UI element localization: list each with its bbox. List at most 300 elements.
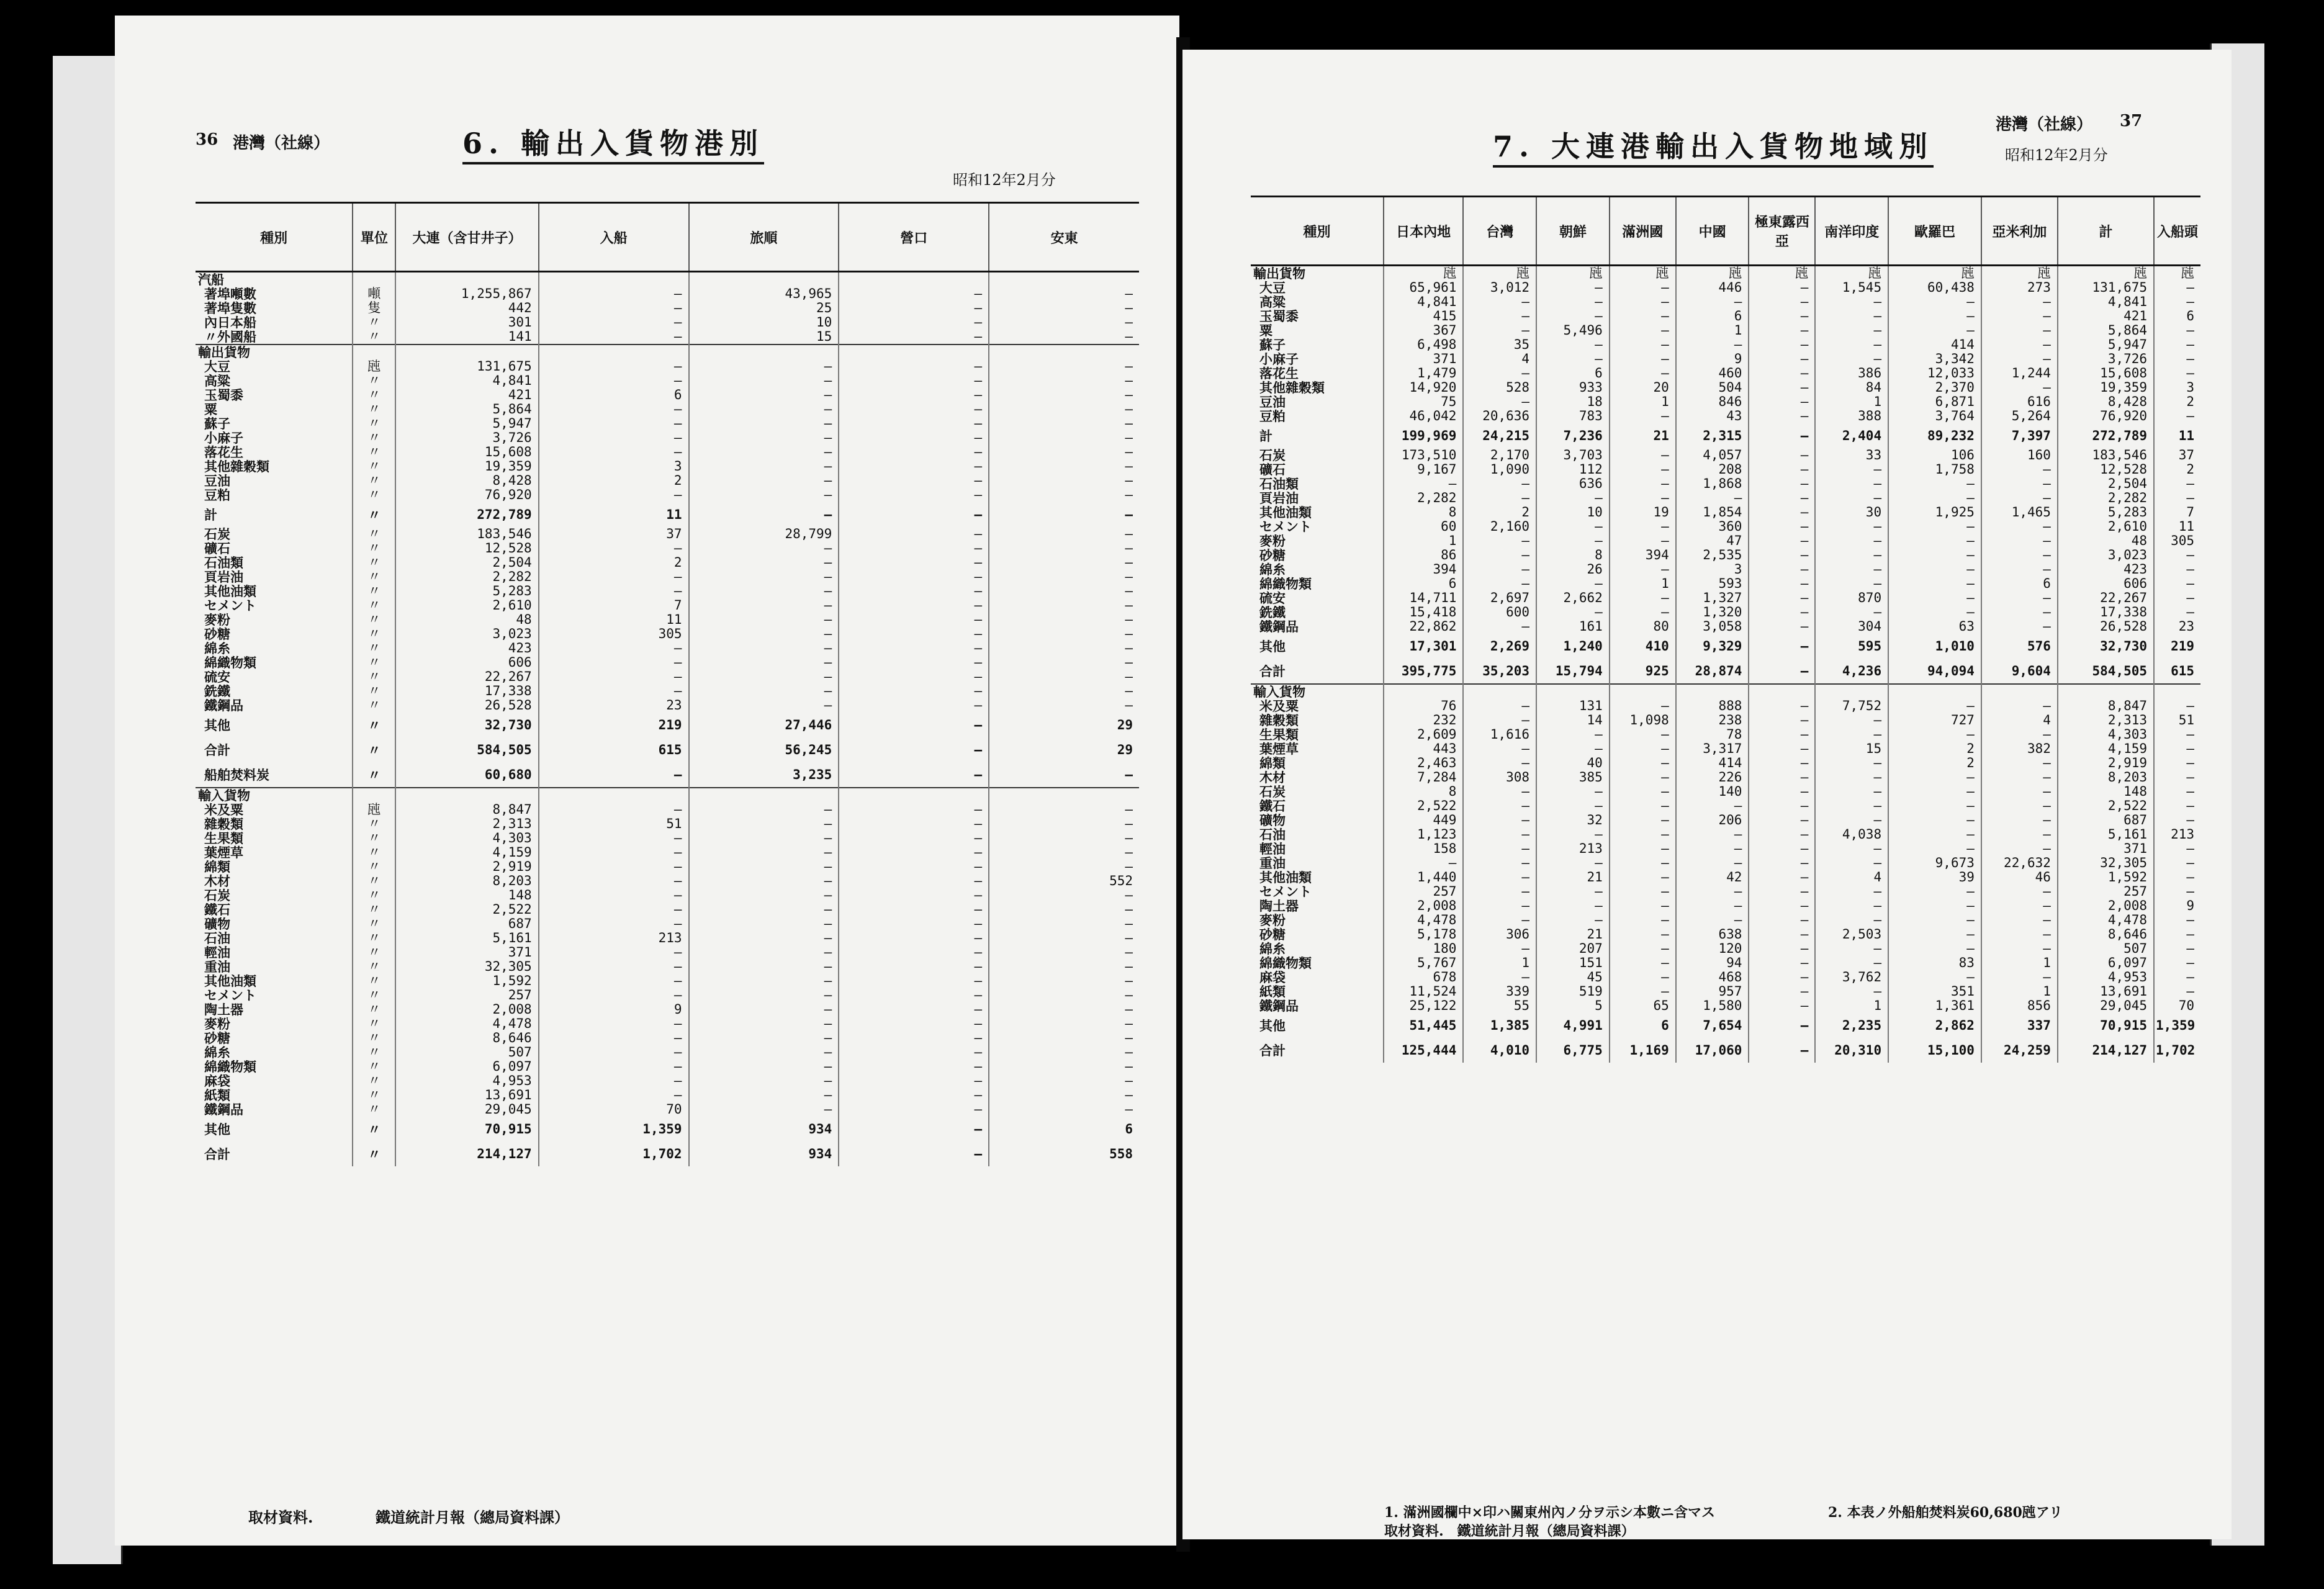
unit-cell: 隻 (353, 301, 395, 315)
value-cell: — (689, 974, 839, 988)
value-cell: 2,008 (1384, 899, 1463, 913)
table-row (1251, 756, 2200, 770)
value-cell: — (539, 762, 689, 788)
value-cell: 140 (1676, 785, 1749, 799)
running-head: 港灣（社線） (1996, 115, 2093, 134)
value-cell: — (1888, 605, 1981, 619)
value-cell: — (1610, 856, 1676, 870)
value-cell: 9,604 (1981, 659, 2058, 684)
unit-cell: 〃 (353, 459, 395, 474)
value-cell: — (1749, 699, 1815, 713)
value-cell: 273 (1981, 281, 2058, 295)
value-cell: — (1815, 491, 1888, 505)
value-cell: — (1749, 605, 1815, 619)
value-cell: — (1815, 605, 1888, 619)
value-cell: — (839, 655, 989, 670)
value-cell: — (989, 527, 1139, 541)
value-cell: 4,841 (2058, 295, 2154, 309)
value-cell: 65 (1610, 999, 1676, 1013)
value-cell: — (1815, 295, 1888, 309)
value-cell: 9 (539, 1002, 689, 1017)
value-cell: — (989, 1102, 1139, 1117)
value-cell: 2 (539, 474, 689, 488)
value-cell: — (989, 1031, 1139, 1045)
value-cell: — (1888, 577, 1981, 591)
unit-cell: 〃 (353, 684, 395, 698)
value-cell: — (539, 315, 689, 330)
value-cell: 2,522 (395, 903, 538, 917)
value-cell: — (689, 960, 839, 974)
value-cell: 26,528 (395, 698, 538, 713)
row-label: 豆油 (1259, 395, 1286, 409)
value-cell: 7 (539, 598, 689, 613)
value-cell: — (539, 874, 689, 888)
row-label: 重油 (1259, 856, 1286, 870)
value-cell: 18 (1536, 395, 1610, 409)
value-cell: — (689, 459, 839, 474)
value-cell: — (1981, 899, 2058, 913)
row-label: 計 (204, 506, 217, 523)
value-cell: 35 (1463, 338, 1536, 352)
value-cell: 1,010 (1888, 634, 1981, 659)
value-cell: — (989, 402, 1139, 416)
table-row (1251, 380, 2200, 395)
value-cell: 6,871 (1888, 395, 1981, 409)
value-cell: 6 (1610, 1013, 1676, 1038)
table-row (196, 641, 1139, 655)
value-cell (1815, 684, 1888, 699)
value-cell: — (1888, 970, 1981, 984)
value-cell: 2,662 (1536, 591, 1610, 605)
row-label: 雜穀類 (204, 817, 243, 831)
value-cell: — (1463, 562, 1536, 577)
table-row (196, 402, 1139, 416)
table-row (1251, 856, 2200, 870)
value-cell: 7,397 (1981, 423, 2058, 448)
value-cell: — (1463, 742, 1536, 756)
value-cell: 308 (1463, 770, 1536, 785)
value-cell: — (989, 541, 1139, 556)
value-cell: — (539, 359, 689, 374)
value-cell: — (1981, 699, 2058, 713)
value-cell: 576 (1981, 634, 2058, 659)
value-cell: — (1888, 520, 1981, 534)
value-cell: — (1749, 1013, 1815, 1038)
value-cell: — (689, 1088, 839, 1102)
value-cell: — (2154, 799, 2200, 813)
value-cell: 305 (539, 627, 689, 641)
row-label: 硫安 (204, 670, 230, 684)
row-label: 石油類 (204, 556, 243, 570)
value-cell: 32,730 (2058, 634, 2154, 659)
value-cell: — (1749, 999, 1815, 1013)
unit-cell: 〃 (353, 598, 395, 613)
value-cell: — (1749, 520, 1815, 534)
value-cell: 2 (2154, 462, 2200, 477)
value-cell: 727 (1888, 713, 1981, 727)
row-label: 其他油類 (204, 974, 256, 988)
unit-cell (353, 788, 395, 803)
value-cell: — (839, 431, 989, 445)
value-cell: — (539, 831, 689, 845)
value-cell: 595 (1815, 634, 1888, 659)
value-cell: 13,691 (395, 1088, 538, 1102)
value-cell: — (1888, 770, 1981, 785)
value-cell: — (1815, 899, 1888, 913)
value-cell: 678 (1384, 970, 1463, 984)
value-cell: 4,057 (1676, 448, 1749, 462)
value-cell: 395,775 (1384, 659, 1463, 684)
value-cell: — (539, 960, 689, 974)
value-cell: — (1749, 742, 1815, 756)
table-row (196, 960, 1139, 974)
table-row (1251, 477, 2200, 491)
unit-cell: 〃 (353, 641, 395, 655)
value-cell: — (1981, 295, 2058, 309)
value-cell: 2,170 (1463, 448, 1536, 462)
date-label: 昭和12年2月分 (2005, 146, 2108, 164)
value-cell (2058, 684, 2154, 699)
value-cell: — (839, 474, 989, 488)
value-cell: — (539, 641, 689, 655)
value-cell: 160 (1981, 448, 2058, 462)
section-row (1251, 684, 2200, 699)
value-cell: — (689, 388, 839, 402)
value-cell: 39 (1888, 870, 1981, 885)
value-cell: — (1981, 827, 2058, 842)
value-cell: — (689, 1074, 839, 1088)
value-cell: 272,789 (395, 502, 538, 527)
value-cell: — (839, 459, 989, 474)
value-cell: — (2154, 338, 2200, 352)
unit-cell: 〃 (353, 1017, 395, 1031)
value-cell: 2,269 (1463, 634, 1536, 659)
value-cell: — (1981, 770, 2058, 785)
value-cell: — (989, 988, 1139, 1002)
table-row (196, 1074, 1139, 1088)
unit-cell: 〃 (353, 474, 395, 488)
value-cell: 23 (539, 698, 689, 713)
value-cell: — (689, 670, 839, 684)
row-label: 銑鐵 (204, 684, 230, 698)
table-row (1251, 591, 2200, 605)
table-row (196, 1031, 1139, 1045)
row-label: 大豆 (204, 359, 230, 374)
value-cell: 60,438 (1888, 281, 1981, 295)
value-cell: 2,535 (1676, 548, 1749, 562)
value-cell: 1,385 (1463, 1013, 1536, 1038)
row-label: 〃外國船 (204, 330, 256, 344)
value-cell: 460 (1676, 366, 1749, 380)
value-cell: — (539, 1031, 689, 1045)
value-cell: 1,123 (1384, 827, 1463, 842)
value-cell: — (689, 359, 839, 374)
value-cell: 388 (1815, 409, 1888, 423)
value-cell: — (1888, 699, 1981, 713)
value-cell (1463, 684, 1536, 699)
table-row (196, 431, 1139, 445)
table-row (196, 670, 1139, 684)
value-cell: 6 (1981, 577, 2058, 591)
value-cell: 2,282 (395, 570, 538, 584)
value-cell: 22,862 (1384, 619, 1463, 634)
value-cell: — (1536, 281, 1610, 295)
date-label: 昭和12年2月分 (953, 171, 1056, 189)
value-cell: — (1749, 462, 1815, 477)
value-cell: 5,767 (1384, 956, 1463, 970)
value-cell: — (1888, 534, 1981, 548)
value-cell: — (1610, 742, 1676, 756)
table-row (1251, 770, 2200, 785)
value-cell: 8,847 (2058, 699, 2154, 713)
value-cell: 2,862 (1888, 1013, 1981, 1038)
unit-cell: 〃 (353, 698, 395, 713)
row-label: 石炭 (204, 888, 230, 903)
value-cell: 17,338 (2058, 605, 2154, 619)
table-row (196, 613, 1139, 627)
table-row (196, 817, 1139, 831)
row-label: 石油類 (1259, 477, 1299, 491)
unit-cell: 〃 (353, 488, 395, 502)
value-cell: — (1463, 548, 1536, 562)
value-cell: 183,546 (395, 527, 538, 541)
column-header: 朝鮮 (1536, 197, 1610, 266)
section-row (1251, 266, 2200, 281)
value-cell: 5,264 (1981, 409, 2058, 423)
unit-cell: 噸 (353, 287, 395, 301)
unit-cell: 〃 (353, 374, 395, 388)
value-cell: — (689, 803, 839, 817)
value-cell: 6 (2154, 309, 2200, 323)
table-row (1251, 562, 2200, 577)
value-cell: — (1749, 295, 1815, 309)
value-cell: 60 (1384, 520, 1463, 534)
value-cell: — (839, 330, 989, 344)
value-cell: — (839, 917, 989, 931)
value-cell: 3,726 (395, 431, 538, 445)
value-cell: — (689, 1102, 839, 1117)
row-label: 石炭 (204, 527, 230, 541)
value-cell: 17,060 (1676, 1038, 1749, 1063)
value-cell: 70 (539, 1102, 689, 1117)
unit-cell: 〃 (353, 860, 395, 874)
value-cell: — (1749, 970, 1815, 984)
value-cell: 11,524 (1384, 984, 1463, 999)
value-cell: 3,317 (1676, 742, 1749, 756)
value-cell: — (2154, 562, 2200, 577)
value-cell: 141 (395, 330, 538, 344)
value-cell: 21 (1536, 927, 1610, 942)
value-cell: — (1536, 727, 1610, 742)
value-cell: — (839, 1141, 989, 1166)
value-cell: 3,764 (1888, 409, 1981, 423)
value-cell: — (1749, 423, 1815, 448)
row-label: 落花生 (204, 445, 243, 459)
row-label: 其他油類 (1259, 870, 1312, 885)
table-row (1251, 727, 2200, 742)
value-cell: — (539, 541, 689, 556)
value-cell: 1 (1463, 956, 1536, 970)
value-cell: — (989, 1088, 1139, 1102)
row-label: 輕油 (1259, 842, 1286, 856)
unit-cell: 〃 (353, 874, 395, 888)
value-cell: 2,313 (395, 817, 538, 831)
row-label: 生果類 (1259, 727, 1299, 742)
value-cell: — (989, 945, 1139, 960)
value-cell: — (839, 988, 989, 1002)
value-cell: 27,446 (689, 713, 839, 737)
row-label: 著埠噸數 (204, 287, 256, 301)
table-row (1251, 713, 2200, 727)
value-cell: 瓲 (2058, 266, 2154, 281)
row-label: 輸入貨物 (1251, 684, 1384, 699)
value-cell: 2,522 (2058, 799, 2154, 813)
value-cell: 9 (1676, 352, 1749, 366)
row-label: 著埠隻數 (204, 301, 256, 315)
value-cell: 6 (1384, 577, 1463, 591)
value-cell: — (1815, 477, 1888, 491)
value-cell: — (1815, 956, 1888, 970)
table-row (196, 416, 1139, 431)
value-cell: 442 (395, 301, 538, 315)
value-cell: — (1981, 380, 2058, 395)
row-label: セメント (1259, 885, 1312, 899)
value-cell: — (689, 431, 839, 445)
table-row (1251, 634, 2200, 659)
value-cell: — (1749, 984, 1815, 999)
row-label: 麥粉 (1259, 534, 1286, 548)
value-cell: 870 (1815, 591, 1888, 605)
value-cell: 5,496 (1536, 323, 1610, 338)
value-cell: 8 (1536, 548, 1610, 562)
value-cell: — (1749, 281, 1815, 295)
value-cell: — (1610, 462, 1676, 477)
value-cell: — (539, 917, 689, 931)
value-cell: 20 (1610, 380, 1676, 395)
row-label: 石炭 (1259, 785, 1286, 799)
value-cell: — (839, 1060, 989, 1074)
value-cell: 23 (2154, 619, 2200, 634)
value-cell: — (1888, 562, 1981, 577)
value-cell: 957 (1676, 984, 1749, 999)
value-cell: — (839, 541, 989, 556)
value-cell: — (1536, 827, 1610, 842)
table-row (196, 330, 1139, 344)
value-cell: — (2154, 870, 2200, 885)
value-cell: 1,702 (539, 1141, 689, 1166)
value-cell: 4,478 (1384, 913, 1463, 927)
value-cell: — (1463, 323, 1536, 338)
value-cell: — (539, 488, 689, 502)
value-cell: 351 (1888, 984, 1981, 999)
column-header: 計 (2058, 197, 2154, 266)
source-text: 鐵道統計月報（總局資料課） (376, 1508, 569, 1526)
value-cell: 4,953 (395, 1074, 538, 1088)
value-cell: 4,303 (395, 831, 538, 845)
row-label: 綿織物類 (1259, 956, 1312, 970)
value-cell: 5,161 (2058, 827, 2154, 842)
table-row (196, 1045, 1139, 1060)
value-cell: 86 (1384, 548, 1463, 562)
row-label: 砂糖 (1259, 548, 1286, 562)
value-cell: 4,010 (1463, 1038, 1536, 1063)
value-cell: 瓲 (1815, 266, 1888, 281)
value-cell: 125,444 (1384, 1038, 1463, 1063)
value-cell: — (1981, 520, 2058, 534)
value-cell: — (1536, 534, 1610, 548)
value-cell: 4,841 (395, 374, 538, 388)
table-row (1251, 827, 2200, 842)
table-row (196, 831, 1139, 845)
value-cell: 687 (2058, 813, 2154, 827)
table-row (1251, 785, 2200, 799)
row-label: 其他 (204, 717, 230, 733)
value-cell: — (539, 301, 689, 315)
value-cell: — (689, 556, 839, 570)
value-cell: — (1463, 619, 1536, 634)
value-cell: — (839, 613, 989, 627)
value-cell: — (689, 1002, 839, 1017)
value-cell: — (1749, 799, 1815, 813)
value-cell: 783 (1536, 409, 1610, 423)
table-row (196, 860, 1139, 874)
value-cell: — (1749, 870, 1815, 885)
value-cell: — (2154, 295, 2200, 309)
value-cell: — (839, 301, 989, 315)
value-cell: — (2154, 885, 2200, 899)
value-cell: — (1610, 770, 1676, 785)
value-cell: — (689, 641, 839, 655)
value-cell: 161 (1536, 619, 1610, 634)
unit-cell: 〃 (353, 445, 395, 459)
value-cell: — (539, 1060, 689, 1074)
value-cell: 3,342 (1888, 352, 1981, 366)
value-cell: 48 (395, 613, 538, 627)
unit-cell: 〃 (353, 613, 395, 627)
value-cell: 8,646 (2058, 927, 2154, 942)
value-cell: — (1749, 448, 1815, 462)
value-cell: 29 (989, 713, 1139, 737)
value-cell: — (1676, 491, 1749, 505)
value-cell: 8 (1384, 505, 1463, 520)
value-cell: — (1463, 756, 1536, 770)
row-label: 陶土器 (1259, 899, 1299, 913)
value-cell: 30 (1815, 505, 1888, 520)
value-cell: 120 (1676, 942, 1749, 956)
value-cell: — (1981, 309, 2058, 323)
value-cell: — (1749, 491, 1815, 505)
value-cell: 4,478 (2058, 913, 2154, 927)
value-cell (395, 788, 538, 803)
unit-cell: 〃 (353, 570, 395, 584)
value-cell: — (2154, 742, 2200, 756)
value-cell: 2,610 (395, 598, 538, 613)
section-row (196, 344, 1139, 359)
row-label: 合計 (204, 742, 230, 758)
value-cell: — (1463, 942, 1536, 956)
value-cell: 934 (689, 1141, 839, 1166)
value-cell: 8,847 (395, 803, 538, 817)
value-cell: — (1815, 727, 1888, 742)
value-cell: 15 (689, 330, 839, 344)
table-row (196, 1002, 1139, 1017)
value-cell: 1,440 (1384, 870, 1463, 885)
value-cell: — (1463, 799, 1536, 813)
value-cell: — (1610, 605, 1676, 619)
row-label: 玉蜀黍 (204, 388, 243, 402)
unit-cell: 〃 (353, 1088, 395, 1102)
value-cell: — (989, 584, 1139, 598)
